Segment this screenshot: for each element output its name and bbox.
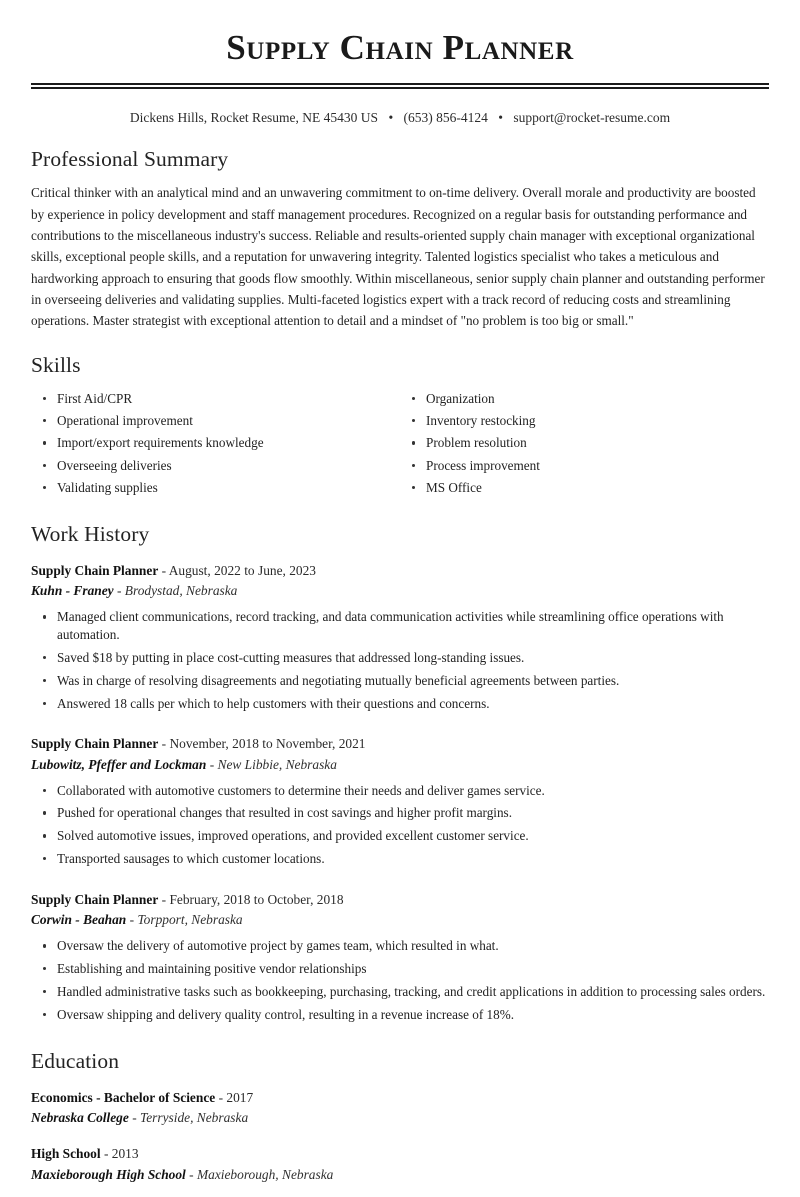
contact-email[interactable]: support@rocket-resume.com: [513, 109, 671, 125]
list-item: Solved automotive issues, improved operations, and provided excellent customer service.: [57, 827, 769, 850]
education-entry: [31, 1128, 769, 1184]
contact-address: Dickens Hills, Rocket Resume, NE 45430 US: [129, 109, 379, 125]
list-item: Import/export requirements knowledge: [57, 434, 400, 456]
education-school-line: [31, 1165, 769, 1185]
list-item: Problem resolution: [426, 434, 769, 456]
list-item: Process improvement: [426, 457, 769, 479]
list-item: Validating supplies: [57, 479, 400, 501]
dash-separator: -: [116, 583, 122, 599]
education-degree-line: [31, 1088, 769, 1108]
job-title-line: [31, 734, 769, 754]
summary-text: Critical thinker with an analytical mind and an unwavering commitment to on-time delivery. Overall morale and productivity are boosted by experience in policy development and staff management procedures. Recognized on a regular basis for outstanding performance and contributions to the miscellaneous industry's success. Reliable and results-oriented supply chain manager with exceptional organizational skills, exceptional people skills, and a reputation for unwavering integrity. Talented logistics specialist who takes a meticulous and hardworking approach to ensuring that goods flow smoothly. Within miscellaneous, senior supply chain planner and outstanding performer in overseeing deliveries and validating supplies. Multi-faceted logistics expert with a track record of reducing costs and streamlining operations. Master strategist with exceptional attention to detail and a mindset of "no problem is too big or small.": [31, 185, 765, 329]
contact-separator-2: •: [498, 109, 504, 125]
list-item: Saved $18 by putting in place cost-cutting measures that addressed long-standing issues.: [57, 649, 769, 672]
dash-separator: -: [161, 563, 167, 579]
list-item: Pushed for operational changes that resulted in cost savings and higher profit margins.: [57, 804, 769, 827]
list-item: Overseeing deliveries: [57, 457, 400, 479]
list-item: Collaborated with automotive customers to determine their needs and deliver games service.: [57, 782, 769, 805]
contact-line: [31, 89, 769, 127]
job-title: Supply Chain Planner: [31, 563, 159, 579]
contact-phone[interactable]: (653) 856-4124: [403, 109, 488, 125]
job-title: Supply Chain Planner: [31, 736, 159, 752]
section-heading-work-history: Work History: [31, 522, 150, 547]
section-work-history: [31, 501, 769, 1028]
list-item: Oversaw the delivery of automotive project by games team, which resulted in what.: [57, 937, 769, 960]
job-location: New Libbie, Nebraska: [217, 756, 337, 772]
education-location: Maxieborough, Nebraska: [196, 1166, 334, 1182]
dash-separator: -: [103, 1146, 109, 1162]
section-heading-skills: Skills: [31, 352, 81, 377]
section-skills: [31, 332, 769, 501]
job-bullets: [31, 930, 769, 1028]
education-degree: High School: [31, 1146, 101, 1162]
education-year: 2013: [111, 1146, 139, 1162]
section-heading-education: Education: [31, 1049, 120, 1074]
list-item: Organization: [426, 390, 769, 412]
list-item: Oversaw shipping and delivery quality control, resulting in a revenue increase of 18%.: [57, 1006, 769, 1029]
job-company-line: [31, 910, 769, 930]
skills-list-left: [31, 390, 400, 502]
job-company: Kuhn - Franey: [31, 583, 114, 599]
list-item: Inventory restocking: [426, 412, 769, 434]
section-education: [31, 1028, 769, 1184]
page-title: Supply Chain Planner: [226, 28, 574, 67]
job-bullets: [31, 775, 769, 873]
education-entry: [31, 1084, 769, 1128]
job-bullets: [31, 601, 769, 717]
job-dates: November, 2018 to November, 2021: [169, 736, 366, 752]
section-heading-summary: Professional Summary: [31, 147, 229, 172]
dash-separator: -: [209, 756, 215, 772]
work-history-entry: [31, 873, 769, 1028]
dash-separator: -: [189, 1166, 194, 1182]
job-title: Supply Chain Planner: [31, 891, 159, 907]
section-professional-summary: [31, 126, 769, 332]
skills-column-left: [31, 390, 400, 502]
education-degree-line: [31, 1144, 769, 1164]
job-dates: February, 2018 to October, 2018: [169, 891, 344, 907]
list-item: Handled administrative tasks such as bookkeeping, purchasing, tracking, and credit applications in addition to processing sales orders.: [57, 983, 769, 1006]
dash-separator: -: [218, 1090, 224, 1106]
education-school: Maxieborough High School: [31, 1166, 186, 1182]
skills-list-right: [400, 390, 769, 502]
skills-columns: [31, 388, 769, 502]
education-year: 2017: [226, 1090, 254, 1106]
list-item: First Aid/CPR: [57, 390, 400, 412]
dash-separator: -: [161, 736, 167, 752]
job-location: Torpport, Nebraska: [137, 912, 243, 928]
list-item: MS Office: [426, 479, 769, 501]
job-location: Brodystad, Nebraska: [124, 583, 238, 599]
education-school: Nebraska College: [31, 1110, 129, 1126]
list-item: Transported sausages to which customer locations.: [57, 850, 769, 873]
list-item: Managed client communications, record tracking, and data communication activities while streamlining office operations with automation.: [57, 608, 769, 649]
education-degree: Economics - Bachelor of Science: [31, 1090, 216, 1106]
dash-separator: -: [161, 891, 167, 907]
list-item: Operational improvement: [57, 412, 400, 434]
work-history-entry: [31, 557, 769, 717]
job-company-line: [31, 581, 769, 601]
education-school-line: [31, 1108, 769, 1128]
list-item: Establishing and maintaining positive vendor relationships: [57, 960, 769, 983]
job-company: Corwin - Beahan: [31, 912, 127, 928]
job-title-line: [31, 561, 769, 581]
work-history-entry: [31, 717, 769, 872]
education-location: Terryside, Nebraska: [140, 1110, 249, 1126]
dash-separator: -: [132, 1110, 137, 1126]
job-title-line: [31, 890, 769, 910]
list-item: Was in charge of resolving disagreements and negotiating mutually beneficial agreements between parties.: [57, 672, 769, 695]
job-company-line: [31, 755, 769, 775]
job-company: Lubowitz, Pfeffer and Lockman: [31, 756, 207, 772]
skills-column-right: [400, 390, 769, 502]
contact-separator-1: •: [388, 109, 394, 125]
dash-separator: -: [129, 912, 135, 928]
job-dates: August, 2022 to June, 2023: [168, 563, 317, 579]
list-item: Answered 18 calls per which to help customers with their questions and concerns.: [57, 695, 769, 718]
